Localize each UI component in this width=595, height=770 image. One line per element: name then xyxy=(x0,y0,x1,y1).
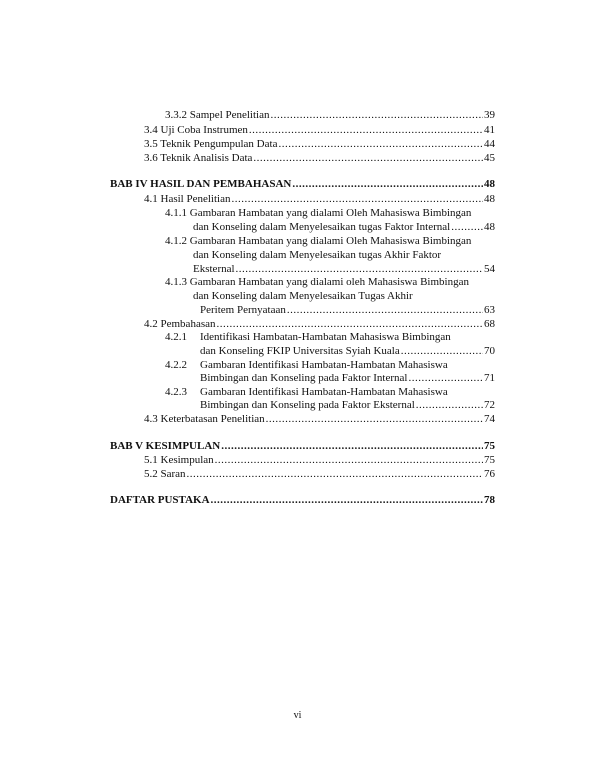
page-number-footer: vi xyxy=(293,710,302,721)
toc-entry-label: 4.1 Hasil Penelitian xyxy=(144,193,231,205)
toc-entry-4-2 xyxy=(144,318,495,331)
dot-leader xyxy=(187,468,483,481)
toc-entry-3-6 xyxy=(144,152,495,165)
toc-entry-label: 5.1 Kesimpulan xyxy=(144,454,214,466)
toc-entry-4-2-1-number: 4.2.1 xyxy=(165,331,187,343)
toc-entry-label: dan Konseling FKIP Universitas Syiah Kuala xyxy=(200,345,400,357)
dot-leader xyxy=(270,109,483,122)
toc-entry-4-2-3-line1: Gambaran Identifikasi Hambatan-Hambatan Mahasiswa xyxy=(200,386,448,398)
toc-page-number: 75 xyxy=(484,440,495,452)
dot-leader xyxy=(278,138,483,151)
toc-chapter-label: DAFTAR PUSTAKA xyxy=(110,494,210,506)
dot-leader xyxy=(401,345,483,358)
toc-entry-label: Bimbingan dan Konseling pada Faktor Eksternal xyxy=(200,399,415,411)
dot-leader xyxy=(211,494,483,507)
toc-page-number: 75 xyxy=(484,454,495,466)
toc-chapter-4 xyxy=(110,178,495,191)
dot-leader xyxy=(216,318,483,331)
toc-entry-3-4 xyxy=(144,124,495,137)
toc-entry-4-1-2-line2: dan Konseling dalam Menyelesaikan tugas Akhir Faktor xyxy=(193,249,442,261)
toc-bibliography xyxy=(110,494,495,507)
dot-leader xyxy=(215,454,483,467)
toc-page-number: 68 xyxy=(484,318,495,330)
dot-leader xyxy=(221,440,483,453)
dot-leader xyxy=(236,263,483,276)
toc-entry-4-2-2-line1: Gambaran Identifikasi Hambatan-Hambatan Mahasiswa xyxy=(200,359,448,371)
toc-entry-label: 4.2 Pembahasan xyxy=(144,318,216,330)
toc-entry-label: 3.5 Teknik Pengumpulan Data xyxy=(144,138,278,150)
toc-entry-label: 3.6 Teknik Analisis Data xyxy=(144,152,253,164)
toc-entry-label: Eksternal xyxy=(193,263,235,275)
toc-page-number: 48 xyxy=(484,178,495,190)
dot-leader xyxy=(416,399,483,412)
dot-leader xyxy=(253,152,483,165)
toc-entry-3-3-2 xyxy=(165,109,495,122)
toc-entry-label: Bimbingan dan Konseling pada Faktor Internal xyxy=(200,372,408,384)
toc-entry-label: 5.2 Saran xyxy=(144,468,186,480)
toc-page-number: 45 xyxy=(484,152,495,164)
toc-entry-5-2 xyxy=(144,468,495,481)
toc-entry-4-1-3-line2: dan Konseling dalam Menyelesaikan Tugas Akhir xyxy=(193,290,413,302)
toc-page-number: 74 xyxy=(484,413,495,425)
dot-leader xyxy=(292,178,483,191)
toc-page-number: 72 xyxy=(484,399,495,411)
toc-page-number: 63 xyxy=(484,304,495,316)
toc-entry-4-2-3-number: 4.2.3 xyxy=(165,386,187,398)
toc-page-number: 54 xyxy=(484,263,495,275)
dot-leader xyxy=(249,124,483,137)
toc-entry-4-2-2-line2 xyxy=(200,372,495,385)
toc-entry-4-3 xyxy=(144,413,495,426)
toc-entry-4-1-1-line2 xyxy=(193,221,495,234)
toc-entry-4-2-3-line2 xyxy=(200,399,495,412)
toc-chapter-5 xyxy=(110,440,495,453)
toc-entry-4-2-2-number: 4.2.2 xyxy=(165,359,187,371)
toc-entry-4-1-1-line1: 4.1.1 Gambaran Hambatan yang dialami Oleh Mahasiswa Bimbingan xyxy=(165,207,472,219)
toc-page-number: 44 xyxy=(484,138,495,150)
toc-page-number: 39 xyxy=(484,109,495,121)
toc-entry-label: 3.4 Uji Coba Instrumen xyxy=(144,124,248,136)
toc-page-number: 78 xyxy=(484,494,495,506)
dot-leader xyxy=(408,372,483,385)
toc-entry-5-1 xyxy=(144,454,495,467)
toc-page-number: 48 xyxy=(484,193,495,205)
toc-entry-4-1-3-line1: 4.1.3 Gambaran Hambatan yang dialami oleh Mahasiswa Bimbingan xyxy=(165,276,469,288)
toc-page-number: 70 xyxy=(484,345,495,357)
toc-page-number: 71 xyxy=(484,372,495,384)
toc-entry-label: Peritem Pernyataan xyxy=(200,304,286,316)
toc-page-number: 76 xyxy=(484,468,495,480)
toc-entry-label: 4.3 Keterbatasan Penelitian xyxy=(144,413,265,425)
toc-entry-4-1-3-line3 xyxy=(200,304,495,317)
dot-leader xyxy=(266,413,483,426)
toc-entry-label: dan Konseling dalam Menyelesaikan tugas Faktor Internal xyxy=(193,221,451,233)
dot-leader xyxy=(287,304,483,317)
toc-entry-4-1 xyxy=(144,193,495,206)
toc-page-number: 48 xyxy=(484,221,495,233)
toc-chapter-label: BAB IV HASIL DAN PEMBAHASAN xyxy=(110,178,292,190)
toc-entry-label: 3.3.2 Sampel Penelitian xyxy=(165,109,270,121)
toc-page-number: 41 xyxy=(484,124,495,136)
toc-entry-4-2-1-line1: Identifikasi Hambatan-Hambatan Mahasiswa Bimbingan xyxy=(200,331,451,343)
dot-leader xyxy=(451,221,483,234)
toc-entry-4-1-2-line3 xyxy=(193,263,495,276)
toc-entry-4-1-2-line1: 4.1.2 Gambaran Hambatan yang dialami Oleh Mahasiswa Bimbingan xyxy=(165,235,472,247)
toc-entry-3-5 xyxy=(144,138,495,151)
toc-entry-4-2-1-line2 xyxy=(200,345,495,358)
dot-leader xyxy=(231,193,483,206)
toc-chapter-label: BAB V KESIMPULAN xyxy=(110,440,221,452)
